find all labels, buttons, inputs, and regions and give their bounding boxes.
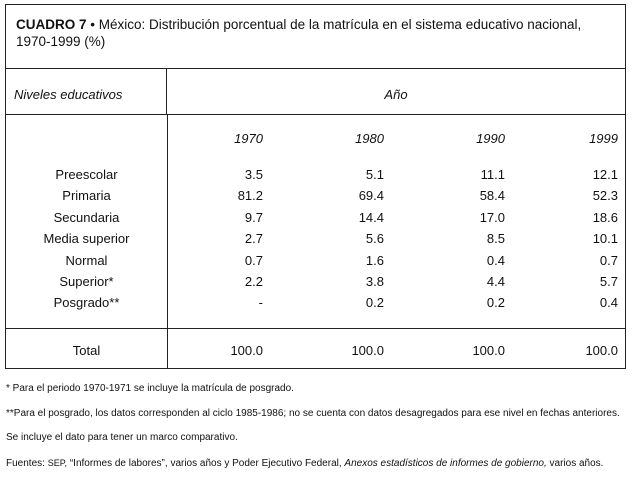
title-bullet: •: [90, 17, 96, 32]
cell-value: 0.7: [244, 252, 263, 268]
row-label: Normal: [65, 252, 108, 268]
cell-value: 11.1: [480, 167, 505, 182]
table-row: [6, 186, 625, 207]
column-divider: [167, 329, 168, 369]
cell-value: 2.2: [244, 273, 263, 289]
data-rows: [6, 165, 625, 315]
row-label: Preescolar: [55, 167, 118, 182]
title-text: México: Distribución porcentual de la matrícula en el sistema educativo nacional, 1970-1999 (%): [16, 17, 582, 49]
footnote-2: **Para el posgrado, los datos corresponden al ciclo 1985-1986; no se cuenta con datos desagregados para ese nivel en fechas anteriores.: [6, 407, 620, 419]
year-header: 1999: [589, 131, 618, 146]
cell-value: 58.4: [479, 188, 505, 204]
sources-sep: SEP,: [47, 457, 68, 468]
table-row: [6, 229, 625, 250]
cell-value: 5.1: [365, 167, 384, 182]
year-header: 1980: [355, 131, 384, 146]
cell-value: 5.6: [365, 231, 384, 247]
cell-value: 12.1: [592, 167, 618, 182]
sources-italic: Anexos estadísticos de informes de gobierno,: [344, 457, 547, 469]
total-value: 100.0: [351, 343, 384, 358]
table-row: [6, 293, 625, 314]
total-label: Total: [72, 343, 101, 358]
column-header-niveles: Niveles educativos: [6, 69, 167, 114]
row-label: Secundaria: [53, 209, 120, 225]
table-frame: [5, 4, 626, 369]
total-row: [6, 329, 625, 369]
cell-value: 0.2: [486, 295, 505, 311]
cell-value: 5.7: [599, 273, 618, 289]
year-header: 1970: [234, 131, 263, 146]
sources-end: varios años.: [549, 457, 604, 469]
cell-value: 0.4: [599, 295, 618, 311]
footnotes: [6, 383, 626, 482]
footnote-1: * Para el periodo 1970-1971 se incluye la matrícula de posgrado.: [6, 383, 294, 394]
table-row: [6, 251, 625, 272]
cell-value: -: [258, 295, 263, 311]
cell-value: 9.7: [244, 209, 263, 225]
cell-value: 14.4: [358, 209, 384, 225]
year-header-row: [6, 131, 625, 149]
year-header: 1990: [476, 131, 505, 146]
table-row: [6, 165, 625, 186]
total-value: 100.0: [230, 343, 263, 358]
cell-value: 81.2: [237, 188, 263, 204]
cell-value: 3.5: [244, 167, 263, 182]
cell-value: 69.4: [358, 188, 384, 204]
cell-value: 8.5: [486, 231, 505, 247]
total-value: 100.0: [585, 343, 618, 358]
header-row: [6, 69, 625, 115]
cell-value: 3.8: [365, 273, 384, 289]
column-header-anio: Año: [384, 87, 408, 102]
table-title: [6, 5, 625, 69]
cell-value: 4.4: [486, 273, 505, 289]
cell-value: 52.3: [592, 188, 618, 204]
sources-note: [6, 457, 626, 470]
row-label: Media superior: [43, 231, 130, 247]
cell-value: 1.6: [365, 252, 384, 268]
footnote-3: Se incluye el dato para tener un marco comparativo.: [6, 432, 238, 443]
sources-prefix: Fuentes:: [6, 457, 45, 469]
table-row: [6, 272, 625, 293]
cell-value: 17.0: [479, 209, 505, 225]
table-row: [6, 208, 625, 229]
row-label: Posgrado**: [53, 295, 120, 311]
cell-value: 0.4: [486, 252, 505, 268]
cell-value: 18.6: [592, 209, 618, 225]
cell-value: 2.7: [244, 231, 263, 247]
cell-value: 10.1: [592, 231, 618, 247]
table-body: [6, 115, 625, 329]
sources-mid: “Informes de labores”, varios años y Poder Ejecutivo Federal,: [69, 457, 342, 469]
row-label: Superior*: [59, 273, 114, 289]
row-label: Primaria: [62, 188, 111, 204]
cell-value: 0.7: [599, 252, 618, 268]
table-number: CUADRO 7: [16, 17, 87, 32]
total-value: 100.0: [472, 343, 505, 358]
cell-value: 0.2: [365, 295, 384, 311]
